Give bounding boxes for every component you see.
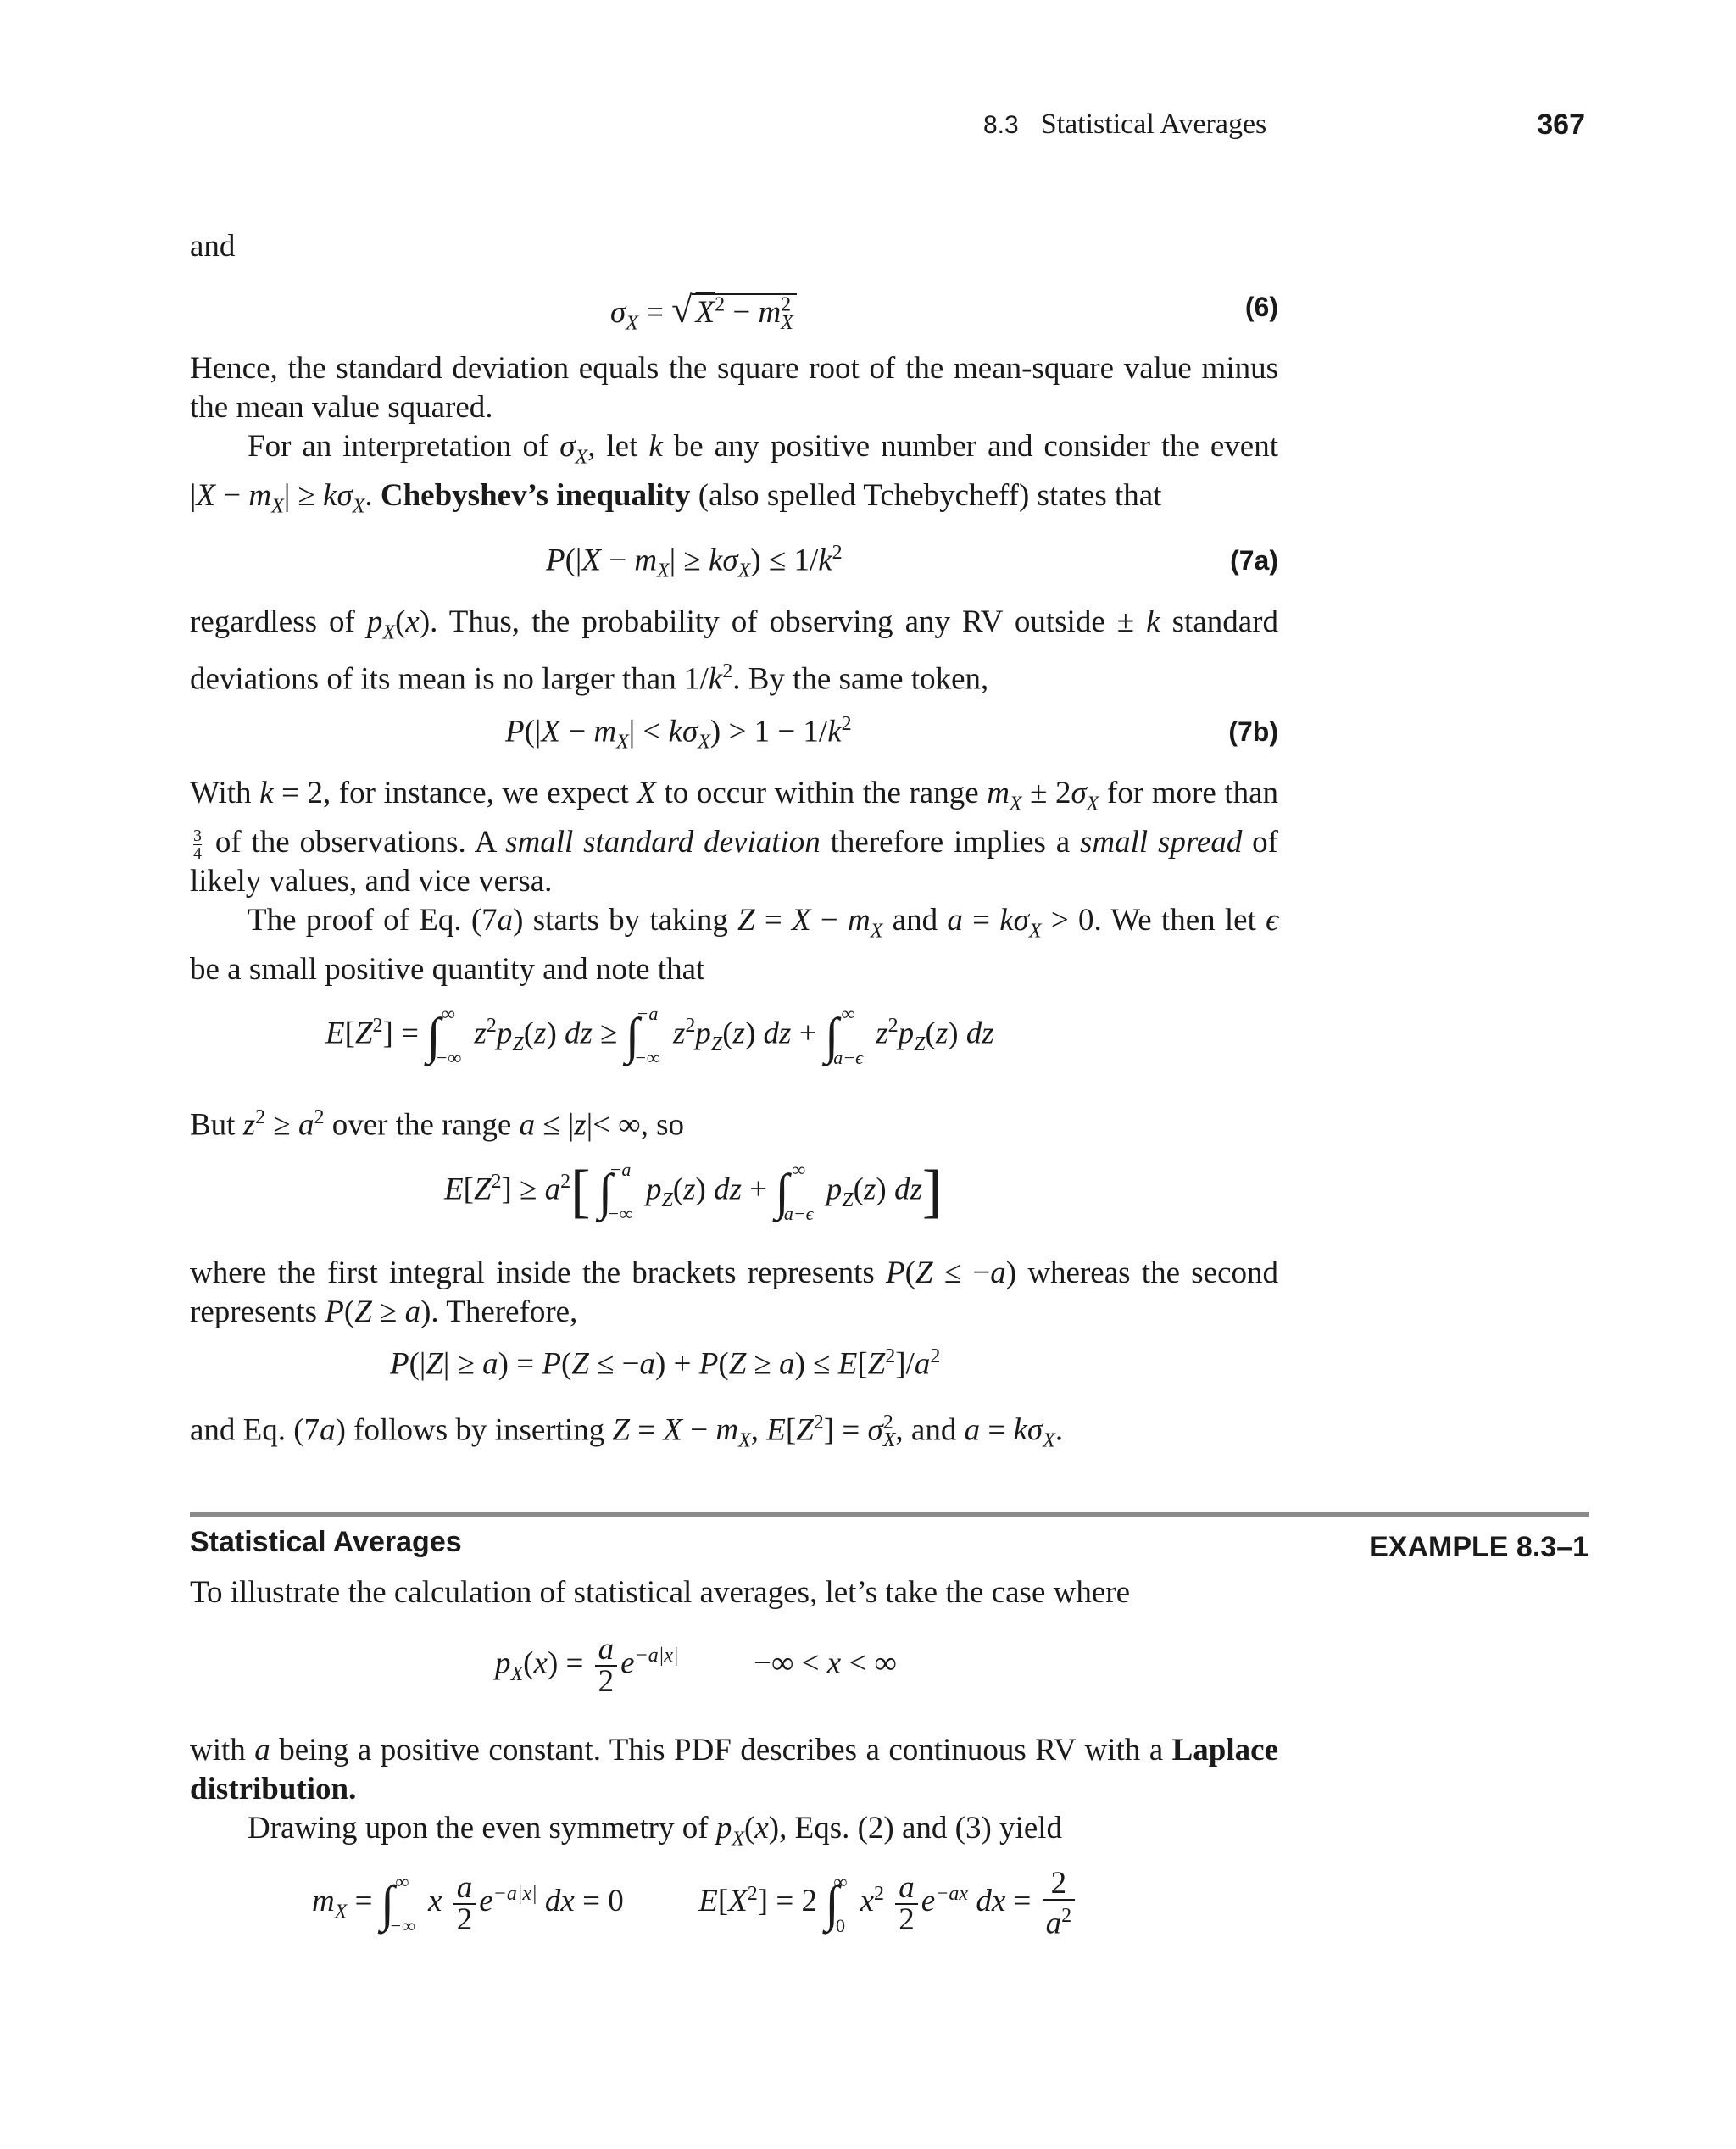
equation-7a-body: $P(|X - m_X| \ge k\sigma_X) \le 1/k^2$ bbox=[546, 541, 843, 582]
paragraph-where: where the first integral inside the brackets represents P(Z ≤ −a) whereas the second represents P(Z ≥ a). Therefore, bbox=[190, 1255, 1278, 1329]
italic-term: small standard deviation bbox=[505, 824, 821, 860]
text-span: standard deviations of its mean is no larger than 1/ bbox=[190, 604, 1278, 697]
text-span: . Thus, the probability of observing any RV outside ± bbox=[430, 604, 1147, 639]
section-heading bbox=[983, 109, 1266, 141]
paragraph-final: and Eq. (7a) follows by inserting $Z = X - m_X$, $E[Z^2] = \sigma^2_X$, and $a = k\sigma_X$. bbox=[190, 1411, 1064, 1452]
example-text-column bbox=[190, 1573, 1278, 1967]
equation-6-body: $\sigma_X$ = √ $X^2 - m^2_X$ bbox=[610, 288, 797, 335]
paragraph-interpretation: For an interpretation of $\sigma_X$, let k be any positive number and consider the event $|X - m_X| \ge k\sigma_X$. Chebyshev’s inequality (also spelled Tchebycheff) states that bbox=[190, 429, 1279, 518]
equation-chebyshev-proof bbox=[190, 1340, 1278, 1391]
paragraph-but: But $z^2 \ge a^2$ over the range a ≤ |z|< ∞, so bbox=[190, 1106, 684, 1143]
text-span: regardless of bbox=[190, 604, 367, 639]
text-span: , so bbox=[640, 1107, 684, 1143]
text-span: . Therefore, bbox=[431, 1294, 578, 1329]
equation-expectation-bound bbox=[190, 1155, 1278, 1249]
text-span: , Eqs. (2) and (3) yield bbox=[779, 1811, 1063, 1846]
section-number: 8.3 bbox=[983, 111, 1019, 139]
example-title: Statistical Averages bbox=[190, 1526, 462, 1558]
equation-7b-body: $P(|X - m_X| < k\sigma_X) > 1 - 1/k^2$ bbox=[505, 712, 852, 754]
text-span: With bbox=[190, 775, 260, 810]
text-span: be any positive number and consider the event bbox=[662, 429, 1279, 464]
text-span: . By the same token, bbox=[732, 661, 989, 697]
page-number: 367 bbox=[1537, 109, 1585, 141]
example-paragraph-drawing: Drawing upon the even symmetry of $p_X(x)$, Eqs. (2) and (3) yield bbox=[248, 1811, 1063, 1851]
bold-term: Chebyshev’s inequality bbox=[380, 478, 691, 514]
text-span: with bbox=[190, 1733, 255, 1768]
text-span: for more than bbox=[1099, 775, 1278, 810]
equation-7b-tag: (7b) bbox=[1228, 715, 1278, 747]
italic-term: small spread bbox=[1080, 824, 1243, 860]
text-span: be a small positive quantity and note that bbox=[190, 952, 705, 988]
example-number: EXAMPLE 8.3–1 bbox=[1369, 1531, 1589, 1563]
paragraph-with-k: With k = 2, for instance, we expect X to occur within the range $m_X \pm 2\sigma_X$ for more than $\frac{3}{4}$ of the observations. A small standard deviation therefore implies a small spread of likely values, and vice versa. bbox=[190, 775, 1279, 899]
section-title: Statistical Averages bbox=[1040, 109, 1267, 140]
example-paragraph-intro: To illustrate the calculation of statistical averages, let’s take the case where bbox=[190, 1575, 1131, 1610]
equation-7a-tag: (7a) bbox=[1230, 544, 1278, 576]
paragraph-hence: Hence, the standard deviation equals the square root of the mean-square value minus the mean value squared. bbox=[190, 351, 1278, 425]
equation-6 bbox=[190, 283, 1278, 334]
text-span: ) starts by taking bbox=[513, 902, 738, 938]
text-span: of likely values, and vice versa. bbox=[190, 824, 1279, 899]
example-rule bbox=[190, 1512, 1589, 1517]
paragraph-regardless: regardless of $p_X(x)$. Thus, the probability of observing any RV outside ± k standard deviations of its mean is no larger than $1/k^2$. By the same token, bbox=[190, 604, 1278, 697]
bold-term: Laplace distribution. bbox=[190, 1733, 1278, 1807]
text-span: to occur within the range bbox=[655, 775, 988, 810]
example-paragraph-with: with a being a positive constant. This PDF describes a continuous RV with a Laplace distribution. bbox=[190, 1733, 1278, 1807]
text-span: The proof of Eq. (7 bbox=[248, 902, 498, 938]
equation-expectation-bound-body: $E[Z^2] \ge a^2$[ ∫−a −∞ $p_Z(z)$ dz + ∫ ∞ a−ϵ $p_Z(z)$ dz] bbox=[444, 1158, 943, 1224]
text-span: (also spelled Tchebycheff) states that bbox=[690, 478, 1162, 514]
equation-expectation-split bbox=[190, 999, 1278, 1093]
paragraph-proof: The proof of Eq. (7a) starts by taking $Z = X - m_X$ and $a = k\sigma_X > 0$. We then let ϵ be a small positive quantity and note that bbox=[190, 902, 1278, 988]
equation-chebyshev-proof-body: $P(|Z| \ge a) = P(Z \le -a) + P(Z \ge a) \le E[Z^2]/a^2$ bbox=[390, 1345, 941, 1381]
paragraph-and: and bbox=[190, 229, 236, 264]
running-header bbox=[983, 109, 1678, 151]
text-span: , let bbox=[587, 429, 649, 464]
equation-expectation-split-body: $E[Z^2]$ = ∫∞ −∞ $z^2p_Z(z)$ dz ≥ ∫−a −∞ $z^2p_Z(z)$ dz + ∫ ∞ a−ϵ $z^2p_Z(z)$ dz bbox=[326, 1003, 994, 1069]
text-span: For an interpretation of bbox=[248, 429, 560, 464]
equation-laplace-pdf-body: $p_X(x)$ = $\frac{a}{2}$ $e^{-a|x|}$ −∞ < x < ∞ bbox=[495, 1632, 897, 1699]
main-text-column bbox=[190, 227, 1278, 1460]
text-span: ) follows by inserting bbox=[335, 1411, 613, 1447]
equation-7a bbox=[190, 537, 1278, 587]
equation-laplace-pdf bbox=[190, 1631, 1278, 1716]
text-span: and Eq. (7 bbox=[190, 1411, 320, 1447]
text-span: over the range bbox=[324, 1107, 520, 1143]
equation-laplace-moments bbox=[190, 1865, 1278, 1967]
text-span: But bbox=[190, 1107, 243, 1143]
equation-7b bbox=[190, 708, 1278, 759]
text-span: > 0. We then let bbox=[1041, 902, 1266, 938]
text-span: , and bbox=[895, 1411, 965, 1447]
equation-laplace-moments-body: $m_X$ = ∫∞ −∞ x $\frac{a}{2}$ $e^{-a|x|}$ dx = 0 $E[X^2] = 2$ ∫∞ 0 $x^2$ $\frac{a}{2}$ $e^{-ax}$ dx = $\frac{2}{a^2}$ bbox=[312, 1868, 1078, 1939]
text-span: being a positive constant. This PDF describes a continuous RV with a bbox=[270, 1733, 1172, 1768]
text-span: of the observations. A bbox=[205, 824, 506, 860]
text-span: where the first integral inside the brackets represents bbox=[190, 1255, 887, 1290]
equation-6-tag: (6) bbox=[1244, 292, 1278, 322]
text-span: and bbox=[882, 902, 948, 938]
text-span: = 2, for instance, we expect bbox=[273, 775, 637, 810]
text-span: therefore implies a bbox=[820, 824, 1080, 860]
fraction-three-quarters: $\frac{3}{4}$ bbox=[193, 826, 202, 863]
text-span: whereas the second represents bbox=[190, 1255, 1278, 1329]
text-span: Drawing upon the even symmetry of bbox=[248, 1811, 716, 1846]
